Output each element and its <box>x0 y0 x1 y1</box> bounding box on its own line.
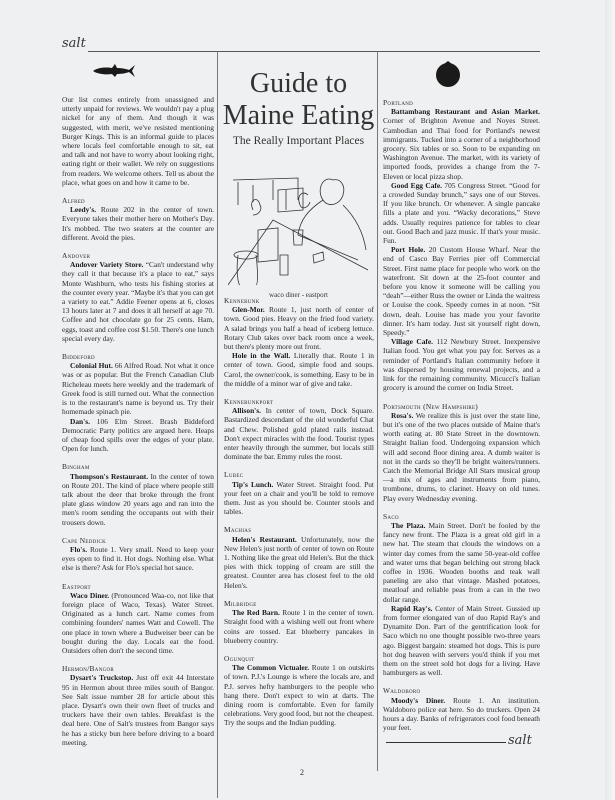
restaurant-name: Hole in the Wall. <box>232 351 291 361</box>
section-kennebunkport <box>224 397 374 461</box>
restaurant-name: Dysart's Truckstop. <box>70 673 134 683</box>
section-kennebunk <box>224 296 374 388</box>
section-portsmouth <box>383 402 540 503</box>
restaurant-entry: Dan's. 106 Elm Street. Brash Biddeford Democratic Party politics are argued here. Heaps of cheap food spills over the edges of your plate. Open for lunch. <box>62 416 214 454</box>
town-heading: Andover <box>62 251 91 261</box>
column-divider-right <box>377 51 378 771</box>
restaurant-entry: Dysart's Truckstop. Just off exit 44 Interstate 95 in Hermon about three miles south of Bangor. See Salt issue number 28 for article about this place. Dysart's own their own fleet of trucks and truckers have their own tables. Breakfast is the deal here. One of Salt's trustees from Bangor says he has a sticky bun here before driving to a board meeting. <box>62 673 214 747</box>
town-heading: Waldoboro <box>383 686 421 696</box>
town-heading: Bingham <box>62 462 90 472</box>
town-heading: Lubec <box>224 470 244 480</box>
restaurant-name: Dan's. <box>70 416 90 426</box>
town-heading: Machias <box>224 525 252 535</box>
section-milbridge <box>224 599 374 645</box>
restaurant-entry: Village Cafe. 112 Newbury Street. Inexpensive Italian food. You get what you pay for. Serves as a reminder of Portland's Italian community before it was dispersed by housing renewal projects, and a link for the remaining community. Micucci's Italian grocery is around the corner on India Street. <box>383 337 540 393</box>
restaurant-name: Waco Diner. <box>70 590 110 600</box>
page-edge <box>605 0 615 800</box>
page-number: 2 <box>300 768 304 777</box>
town-heading: Kennebunkport <box>224 397 274 407</box>
salt-logo-bottom: salt <box>508 733 532 748</box>
restaurant-name: Port Hole. <box>391 245 426 255</box>
town-heading: Portsmouth (New Hampshire) <box>383 401 479 411</box>
header-rule <box>88 51 540 52</box>
restaurant-name: Moody's Diner. <box>391 695 446 705</box>
section-hermon-bangor <box>62 664 214 747</box>
restaurant-name: Rapid Ray's. <box>391 603 433 613</box>
restaurant-entry: Tip's Lunch. Water Street. Straight food. Put your feet on a chair and you'll be told to remove them. Just as you should be. Counter stools and tables. <box>224 479 374 517</box>
section-bingham <box>62 462 214 526</box>
section-eastport <box>62 582 214 656</box>
town-heading: Hermon/Bangor <box>62 664 115 674</box>
restaurant-entry: Waco Diner. (Pronounced Waa-co, not like that foreign place of Waco, Texas). Water Street. Originated as a lunch cart. Name comes from combining founders' names Watt and Cowell. The one place in town where a Budweiser beer can be bought during the day. Locals eat the food. Outsiders often don't the second time. <box>62 590 214 655</box>
town-heading: Biddeford <box>62 352 95 362</box>
restaurant-name: The Common Victualer. <box>232 663 310 673</box>
restaurant-entry: Flo's. Route 1. Very small. Need to keep your eyes open to find it. Hot dogs. Nothing else. What else is there? Ask for Flo's special hot sauce. <box>62 544 214 573</box>
intro-paragraph: Our list comes entirely from unassigned and utterly unpaid for reviews. We wouldn't pay a plug nickel for any of them. And though it was suggested, with merit, we've resisted mentioning Burger Kings. This is an informal guide to places where locals feel comfortable enough to sit, eat and talk and not have to worry about looking right, eating right or their wallet. We rely on suggestions from readers. We welcome others. Tell us about the place, what goes on and how it came to be. <box>62 95 214 187</box>
title-line-1: Guide to <box>249 68 348 99</box>
restaurant-name: Village Cafe. <box>391 337 433 347</box>
salt-logo-top: salt <box>62 36 86 51</box>
footer-rule <box>386 742 506 743</box>
section-lubec <box>224 470 374 516</box>
restaurant-entry: Leedy's. Route 202 in the center of town. Everyone takes their mother here on Mother's Day. It's mobbed. The two seaters at the counter are different. Avoid the pies. <box>62 205 214 242</box>
restaurant-name: Andover Variety Store. <box>70 260 144 270</box>
restaurant-entry: Port Hole. 20 Custom House Wharf. Near the end of Casco Bay Ferries pier off Commercial Street. First name place for people who work on the waterfront. Sit down at the 25-foot counter and before you know it someone will be calling you “deah”—either Russ the owner or Linda the waitress or Louise the cook. Speedy comes in at noon. “Sit down, deah. Louise has made you your favorite dinner. It's ham today. Just sit yourself right down, Speedy.” <box>383 245 540 338</box>
section-saco <box>383 512 540 678</box>
restaurant-entry: Allison's. In center of town, Dock Square. Bastardized descendant of the old wonderful Chat and Chew. Polished gold plated rails instead. Don't expect miracles with the food. Tourist types enter heavily through the summer, but locals still dominate the bar. Emmy rules the roost. <box>224 406 374 462</box>
restaurant-entry: Good Egg Cafe. 705 Congress Street. “Good for a crowded Sunday brunch,” says one of our Steves. If you like brunch. Or whenever. A single pancake fills a plate and you. “Wacky decorations,” Steve adds. Usually requires patience for tables to clear out. Good Bach and jazz music. If that's your music. Fun. <box>383 180 540 246</box>
restaurant-name: Good Egg Cafe. <box>391 180 442 190</box>
town-heading: Portland <box>383 98 414 107</box>
section-cape-neddick <box>62 536 214 573</box>
title-line-2: Maine Eating <box>222 100 375 131</box>
town-heading: Eastport <box>62 581 91 591</box>
restaurant-entry: The Red Barn. Route 1 in the center of town. Straight food with a wishing well out front where coins are tossed. Eat blueberry pancakes in blueberry country. <box>224 608 374 645</box>
section-alfred <box>62 196 214 242</box>
diner-illustration <box>228 160 368 285</box>
restaurant-entry: Thompson's Restaurant. In the center of town on Route 201. The kind of place where people still talk about the deer that broke through the front plate glass window 20 years ago and ran into the men's room sending the occupants out with their trousers down. <box>62 471 214 527</box>
column-2 <box>224 296 374 728</box>
restaurant-name: Allison's. <box>232 406 261 416</box>
town-heading: Saco <box>383 511 399 521</box>
section-ogunquit <box>224 654 374 728</box>
restaurant-name: Battambang Restaurant and Asian Market. <box>391 107 540 117</box>
restaurant-name: Glen-Mor. <box>232 305 265 315</box>
restaurant-entry: Colonial Hut. 66 Alfred Road. Not what it once was or as popular. But the French Canadian Club Richeleau meets here weekly and the trademark of Greek food is still turned out. What the connection is to the restaurant's name is beyond us. Try their homemade spinach pie. <box>62 361 214 417</box>
restaurant-entry: The Plaza. Main Street. Don't be fooled by the fancy new front. The Plaza is a great old girl in a new hat. The steam that clouds the windows on a winter day comes from the same 50-year-old coffee and water urns that began belching out strong black coffee in 1936. Wooden booths and teak wall paneling are also that vintage. Mashed potatoes, meatloaf and reliable peas from a can in the two dollar range. <box>383 520 540 604</box>
town-heading: Alfred <box>62 196 85 206</box>
column-1 <box>62 95 214 747</box>
restaurant-entry: Helen's Restaurant. Unfortunately, now the New Helen's just north of center of town on Route 1. Nothing like the great old Helen's. But the thick pies with thick topping of cream are still the greatest. Counter area has closest feel to the old Helen's. <box>224 534 375 590</box>
restaurant-name: Rosa's. <box>391 410 414 420</box>
town-heading: Cape Neddick <box>62 535 107 545</box>
fish-icon <box>92 63 137 79</box>
restaurant-name: The Plaza. <box>391 520 426 530</box>
illustration-caption: waco diner - eastport <box>269 291 328 299</box>
section-portland <box>383 98 540 393</box>
section-waldoboro <box>383 686 540 732</box>
town-heading: Kennebunk <box>224 296 260 305</box>
restaurant-entry: Glen-Mor. Route 1, just north of center of town. Good pies. Heavy on the fried food variety. A salad brings you half a head of iceberg lettuce. Rotary Club takes over back room once a week, but there's plenty more out front. <box>224 305 374 352</box>
restaurant-entry: Andover Variety Store. “Can't understand why they call it that because it's a place to eat,” says Monte Washburn, who tests his fishing stories at the counter every year. “Maybe it's that you can get a variety to eat.” Addie Feener opens at 6, closes 13 hours later at 7 and does it all herself at age 70. Coffee and hot chocolate go for 25 cents. Ham, eggs, toast and coffee cost $1.50. There's one lunch special every day. <box>62 260 214 343</box>
restaurant-entry: Hole in the Wall. Literally that. Route 1 in center of town. Good, simple food and soups. Carol, the owner/cook, is something. Easy to be in the middle of a minor war of give and take. <box>224 351 374 388</box>
section-machias <box>224 525 374 589</box>
page-title <box>220 68 377 132</box>
tomato-icon <box>435 60 461 88</box>
column-3 <box>383 98 540 732</box>
restaurant-name: Colonial Hut. <box>70 361 113 371</box>
page-subtitle: The Really Important Places <box>232 135 365 147</box>
restaurant-name: Flo's. <box>70 544 88 554</box>
section-biddeford <box>62 352 214 453</box>
restaurant-entry: Rapid Ray's. Center of Main Street. Gussied up from former elongated van of duo Rapid Ray's and Dynamite Don. Part of the gentrification look for Saco which no one thought possible two-three years ago. Biggest bargain: steamed hot dogs. This is pure hot dog heaven with servers you'd think if you met them on the street sold hot dogs for a living. Have hamburgers as well. <box>383 603 540 678</box>
section-andover <box>62 251 214 343</box>
restaurant-name: The Red Barn. <box>232 608 280 618</box>
town-heading: Ogunquit <box>224 653 255 663</box>
restaurant-entry: Battambang Restaurant and Asian Market. Corner of Brighton Avenue and Noyes Street. Cambodian and Thai food for Portland's newest immigrants. Tucked into a corner of a neighborhood grocery. Six tables or so. Soon to be expanding on Washington Avenue. The market, with its variety of imported foods, provides a change from the 7-Eleven or local pizza shop. <box>383 107 540 181</box>
restaurant-name: Thompson's Restaurant. <box>70 471 149 481</box>
restaurant-entry: Rosa's. We realize this is just over the state line, but it's one of the two places outside of Maine that's worth eating at. 80 State Street in the downtown. Straight Italian food. Undergoing expansion which will add second floor dining area. A dumb waiter is not in the cards so they'll be bright waiters/runners. Catch the Memorial Bridge All Stars musical group—a mix of ages and instruments from piano, trombone, drums, to clarinet. Heavy on old tunes. Play every Wednesday evening. <box>383 410 540 503</box>
restaurant-name: Tip's Lunch. <box>232 479 274 489</box>
column-divider-left <box>217 51 218 798</box>
restaurant-entry: The Common Victualer. Route 1 on outskirts of town. P.J.'s Lounge is where the locals are, and P.J. serves hefty hamburgers to the people who hang there. Don't expect to win at darts. The dining room is comfortable. Even for family celebrations. Very good food, but not the cheapest. Try the soups and the Indian pudding. <box>224 663 374 728</box>
restaurant-name: Leedy's. <box>70 205 97 215</box>
town-heading: Milbridge <box>224 598 257 608</box>
restaurant-entry: Moody's Diner. Route 1. An institution. Waldoboro police eat here. So do truckers. Open 24 hours a day. Banks of refrigerators cool food beneath your feet. <box>383 695 540 733</box>
restaurant-name: Helen's Restaurant. <box>232 534 297 544</box>
